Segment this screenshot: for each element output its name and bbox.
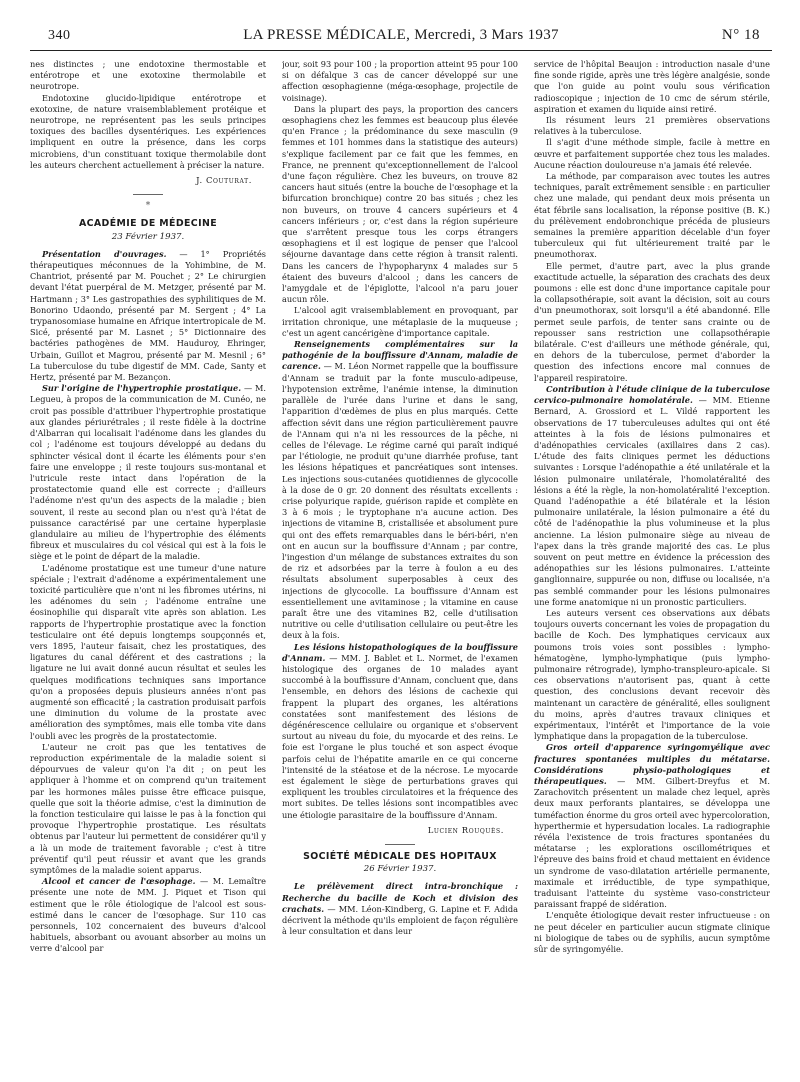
page-number: 340 (48, 28, 71, 43)
section-title-academie: ACADÉMIE DE MÉDECINE (78, 218, 218, 230)
article-contribution (534, 384, 770, 608)
separator-rule (133, 194, 163, 195)
author-signature: J. Couturat. (196, 175, 252, 186)
paragraph-adenome: L'adénome prostatique est une tumeur d'une nature spéciale ; l'extrait d'adénome a expérimentalement une toxicité particulière que n'ont ni les fibromes utérins, ni les adénomes du sein ; l'adénome entraîne une éosinophilie qui disparaît vite après son ablation. Les rapports de l'hypertrophie prostatique avec la fonction testiculaire ont été depuis longtemps soupçonnés et, vers 1895, l'auteur faisait, chez les prostatiques, des ligatures du canal déférent et des castrations ; la ligature ne lui avait donné aucun résultat et seules les quelques modifications techniques sans importance qu'on a proposées depuis plusieurs années n'ont pas augmenté son efficacité ; la castration produisait parfois une diminution du volume de la prostate avec amélioration des symptômes, mais elle tomba vite dans l'oubli avec les progrès de la prostatectomie. (30, 562, 266, 741)
paragraph-continued: service de l'hôpital Beaujon : introduction nasale d'une fine sonde rigide, après une très légère analgésie, sonde que l'on guide au point voulu sous vérification radioscopique ; injection de 10 cmc de sérum stérile, aspiration et examen du liquide ainsi retiré. (534, 59, 770, 114)
star-ornament: * (145, 201, 151, 212)
article-body: — M. Lemaître présente une note de MM. J. Piquet et Tison qui estiment que le rôle étiologique de l'alcool est sous-estimé dans le cancer de l'œsophage. Sur 110 cas personnels, 102 concernaient des buveurs d'alcool habituels, absorbant ou avouant absorber au moins un verre d'alcool par (30, 876, 266, 954)
text-columns (30, 59, 772, 1069)
author-signature: Lucien Rouquès. (427, 824, 504, 835)
article-heading: Le prélèvement direct intra-bronchique : Recherche du bacille de Koch et division des crachats. (282, 881, 518, 914)
article-heading: Gros orteil d'apparence syringomyélique avec fractures spontanées multiples du métatarse. Considérations physio-pathologiques et thérapeutiques. (534, 742, 770, 786)
paragraph-endotoxine: Endotoxine glucido-lipidique entérotrope et exotoxine, de nature vraisemblablement protéique et neurotrope, ne représentent pas les seuls principes toxiques des bacilles dysentériques. Les expériences impliquent en outre la présence, dans les corps microbiens, d'un constituant toxique thermolabile dont les auteurs cherchent actuellement à préciser la nature. (30, 92, 266, 170)
separator-rule (385, 844, 415, 845)
paragraph-continued: nes distinctes ; une endotoxine thermostable et entérotrope et une exotoxine thermolabile et neurotrope. (30, 59, 266, 92)
article-heading: Alcool et cancer de l'œsophage. (42, 876, 196, 887)
article-hypertrophie (30, 383, 266, 562)
paragraph-enquete: L'enquête étiologique devait rester infructueuse : on ne peut déceler en particulier aucun stigmate clinique ni biologique de tabes ou de syphilis, aucun symptôme sûr de syringomyélie. (534, 910, 770, 955)
article-lesions (282, 642, 518, 821)
article-alcool (30, 876, 266, 954)
column-3 (534, 59, 770, 1069)
article-gros-orteil (534, 742, 770, 910)
paragraph-pays: Dans la plupart des pays, la proportion des cancers œsophagiens chez les femmes est beaucoup plus élevée qu'en France ; la prédominance du sexe masculin (9 femmes et 101 hommes dans la statistique des auteurs) s'explique facilement par ce fait que les femmes, en France, ne prennent qu'exceptionnellement de l'alcool d'une façon régulière. Chez les buveurs, on trouve 82 cancers haut situés (entre la bouche de l'œsophage et la bifurcation bronchique) contre 20 bas situés ; chez les non buveurs, on trouve 4 cancers supérieurs et 4 cancers inférieurs ; or, c'est dans la région supérieure que s'arrêtent presque tous les corps étrangers œsophagiens et il est logique de penser que l'alcool séjourne davantage dans cette région à transit ralenti. Dans les cancers de l'hypopharynx 4 malades sur 5 étaient des buveurs d'alcool ; dans les cancers de l'amygdale et de l'épiglotte, l'alcool n'a paru jouer aucun rôle. (282, 103, 518, 305)
article-body: — MM. Léon-Kindberg, G. Lapine et F. Adida décrivent la méthode qu'ils emploient de façon régulière à leur consultation et dans leur (282, 903, 518, 937)
paragraph-comparaison: La méthode, par comparaison avec toutes les autres techniques, paraît extrêmement sensible : en particulier chez une malade, qui pendant deux mois présenta un état fébrile sans localisation, la réponse positive (B. K.) du prélèvement endobronchique précéda de plusieurs semaines la première apparition décelable d'un foyer tuberculeux qui fut ultérieurement traité par le pneumothorax. (534, 171, 770, 260)
paragraph-auteurs: Les auteurs versent ces observations aux débats toujours ouverts concernant les voies de propagation du bacille de Koch. Des lymphatiques cervicaux aux poumons trois voies sont possibles : lympho-hématogène, lympho-lymphatique (puis lympho-pulmonaire rétrograde), lympho-transpleuro-apicale. Si ces observations n'autorisent pas, quant à cette question, des conclusions devant recevoir dès maintenant un caractère de généralité, elles soulignent du moins, après d'autres travaux cliniques et expérimentaux, l'intérêt et l'importance de la voie lymphatique dans la propagation de la tuberculose. (534, 607, 770, 742)
paragraph-methode: Il s'agit d'une méthode simple, facile à mettre en œuvre et parfaitement supportée chez tous les malades. Aucune réaction douloureuse n'a jamais été relevée. (534, 137, 770, 170)
column-1 (30, 59, 266, 1069)
article-body: — MM. Etienne Bernard, A. Grossiord et L. Vildé rapportent les observations de 17 tuberculeuses adultes qui ont été atteintes à la fois de lésions pulmonaires et d'adénopathies cervicales (axillaires dans 2 cas). L'étude des faits cliniques permet les déductions suivantes : Lorsque l'adénopathie a été unilatérale et la lésion pulmonaire unilatérale, l'homolatéralité des lésions a été la règle, la non-homolatéralité l'exception. Quand l'adénopathie a été bilatérale et la lésion pulmonaire unilatérale, la lésion pulmonaire a été du côté de l'adénopathie la plus volumineuse et la plus ancienne. La lésion pulmonaire siège au niveau de l'apex dans la très grande majorité des cas. Le plus souvent on peut mettre en évidence la précession des adénopathies sur les lésions pulmonaires. L'atteinte ganglionnaire, suppurée ou non, diffuse ou localisée, n'a pas semblé commander pour les lésions pulmonaires une forme anatomique ni un pronostic particuliers. (534, 395, 770, 607)
header-rule (30, 50, 772, 51)
running-header (30, 20, 772, 50)
paragraph-auteur: L'auteur ne croit pas que les tentatives de reproduction expérimentale de la maladie soient si dépourvues de valeur qu'on l'a dit ; on peut les appliquer à l'homme et on comprend qu'un traitement par les hormones mâles puisse être efficace puisque, quelle que soit la théorie admise, c'est la diminution de la fonction testiculaire qui laisse le pas à la fonction qui provoque l'hypertrophie prostatique. Les résultats obtenus par l'auteur lui permettent de considérer qu'il y a là un mode de traitement favorable ; c'est à titre préventif qu'il peut réussir et avant que les grands symptômes de la maladie soient apparus. (30, 741, 266, 876)
article-heading: Contribution à l'étude clinique de la tuberculose cervico-pulmonaire homolatérale. (534, 383, 770, 406)
column-2 (282, 59, 518, 1069)
article-renseignements (282, 339, 518, 641)
paragraph-resument: Ils résument leurs 21 premières observations relatives à la tuberculose. (534, 115, 770, 137)
section-date-academie: 23 Février 1937. (111, 231, 185, 242)
article-heading: Sur l'origine de l'hypertrophie prostatique. (42, 383, 242, 394)
section-date-societe: 26 Février 1937. (363, 864, 437, 875)
article-body: — M. Legueu, à propos de la communication de M. Cunéo, ne croit pas possible d'attribuer l'hypertrophie prostatique aux glandes périurétrales ; il reste fidèle à la doctrine d'Albarran qui localisait l'adénome dans les glandes du col ; l'adénome est toujours développé au dedans du sphincter vésical dont il écarte les éléments pour s'en faire une enveloppe ; il reste toujours sus-montanal et l'utricule reste intact dans l'opération de la prostatectomie quand elle est correcte ; d'ailleurs l'adénome n'est qu'un des aspects de la maladie ; bien souvent, il reste au second plan ou n'est qu'à l'état de puissance caractérisé par une certaine hyperplasie glandulaire au milieu de l'hypertrophie des éléments fibreux et musculaires du col vésical qui est à la fois le siège et le point de départ de la maladie. (30, 383, 266, 562)
paragraph-alcool: L'alcool agit vraisemblablement en provoquant, par irritation chronique, une métaplasie de la muqueuse ; c'est un agent cancérigène d'importance capitale. (282, 305, 518, 338)
article-body: — M. Léon Normet rappelle que la bouffissure d'Annam se traduit par la fonte musculo-adipeuse, l'hypotension extrême, l'anémie intense, la diminution parallèle de l'urée dans l'urine et dans le sang, l'apparition d'œdèmes de plus en plus marqués. Cette affection sévit dans une région particulièrement pauvre de l'Annam qui n'a ni les ressources de la pêche, ni celles de l'élevage. Le régime carné qui paraît indiqué par l'étiologie, ne produit qu'une diarrhée profuse, tant les lésions hépatiques et pancréatiques sont intenses. Les injections sous-cutanées quotidiennes de glycocolle à la dose de 0 gr. 20 donnent des résultats excellents : crise polyurique rapide, guérison rapide et complète en 3 à 6 mois ; le tryptophane n'a aucune action. Des injections de vitamine B, cristallisée et absolument pure qui ont des effets remarquables dans le béri-béri, n'en ont en aucun sur la bouffissure d'Annam ; par contre, l'ingestion d'un mélange de substances extraites du son de riz et adsorbées par la terre à foulon a eu des résultats absolument superposables à ceux des injections de glycocolle. La bouffissure d'Annam est essentiellement une avitaminose ; la vitamine en cause paraît être une des vitamines B2, celle d'utilisation nutritive ou celle d'utilisation cellulaire ou peut-être les deux à la fois. (282, 361, 518, 641)
paragraph-permet: Elle permet, d'autre part, avec la plus grande exactitude actuelle, la séparation des crachats des deux poumons : elle est donc d'une importance capitale pour la collapsothérapie, soit avant la décision, soit au cours d'un pneumothorax, soit lorsqu'il a été abandonné. Elle permet seule parfois, de tenter sans crainte ou de repousser sans restriction une collapsothérapie bilatérale. C'est d'ailleurs une méthode générale, qui, en dehors de la tuberculose, permet d'aborder la question des infections encore mal connues de l'appareil respiratoire. (534, 260, 770, 383)
article-prelevement (282, 881, 518, 937)
article-heading: Renseignements complémentaires sur la pathogénie de la bouffissure d'Annam, maladie de carence. (282, 339, 518, 372)
journal-title: LA PRESSE MÉDICALE, Mercredi, 3 Mars 1937 (243, 27, 559, 43)
article-presentation (30, 249, 266, 383)
article-heading: Les lésions histopathologiques de la bouffissure d'Annam. (282, 641, 518, 663)
section-title-societe: SOCIÉTÉ MÉDICALE DES HOPITAUX (303, 851, 497, 863)
issue-number: N° 18 (721, 27, 760, 43)
article-body: — 1° Propriétés thérapeutiques méconnues de la Yohimbine, de M. Chantriot, présenté par M. Pouchet ; 2° Le chirurgien devant l'état puerpéral de M. Metzger, présenté par M. Hartmann ; 3° Les gastropathies des syphilitiques de M. Bonorino Udaondo, présenté par M. Sergent ; 4° La trypanosomiase humaine en Afrique intertropicale de M. Sicé, présenté par M. Lasnet ; 5° Dictionnaire des bactéries pathogènes de MM. Hauduroy, Ehringer, Urbain, Guillot et Magrou, présenté par M. Mesnil ; 6° La tuberculose du tube digestif de MM. Cade, Santy et Hertz, présenté par M. Bezançon. (30, 248, 266, 383)
article-body: — MM. Gilbert-Dreyfus et M. Zarachovitch présentent un malade chez lequel, après deux maux perforants plantaires, se développa une tuméfaction énorme du gros orteil avec hypercoloration, hyperthermie et hypersudation locales. La radiographie révéla l'existence de trois fractures spontanées du métatarse ; les explorations oscillométriques et l'épreuve des bains froid et chaud mettaient en évidence un syndrome de vaso-dilatation artérielle permanente, maximale et irréductible, de type sympathique, traduisant l'atteinte du système vaso-constricteur paraissant frappé de sidération. (534, 776, 770, 910)
article-body: — MM. J. Bablet et L. Normet, de l'examen histologique des organes de 10 malades ayant succombé à la bouffissure d'Annam, concluent que, dans l'ensemble, en dehors des lésions de cachexie qui frappent la plupart des organes, les altérations constatées sont manifestement des lésions de dégénérescence cellulaire ou organique et s'observent surtout au niveau du foie, du myocarde et des reins. Le foie est l'organe le plus touché et son aspect évoque parfois celui de l'hépatite amarile en ce qui concerne l'intensité de la stéatose et de la nécrose. Le myocarde est également le siège de perturbations graves qui expliquent les troubles circulatoires et la fréquence des mort subites. De telles lésions sont incompatibles avec une étiologie parasitaire de la bouffissure d'Annam. (282, 652, 518, 820)
paragraph-continued: jour, soit 93 pour 100 ; la proportion atteint 95 pour 100 si on défalque 3 cas de cancer développé sur une affection œsophagienne (méga-œsophage, projectile de voisinage). (282, 59, 518, 103)
article-heading: Présentation d'ouvrages. (42, 248, 167, 259)
